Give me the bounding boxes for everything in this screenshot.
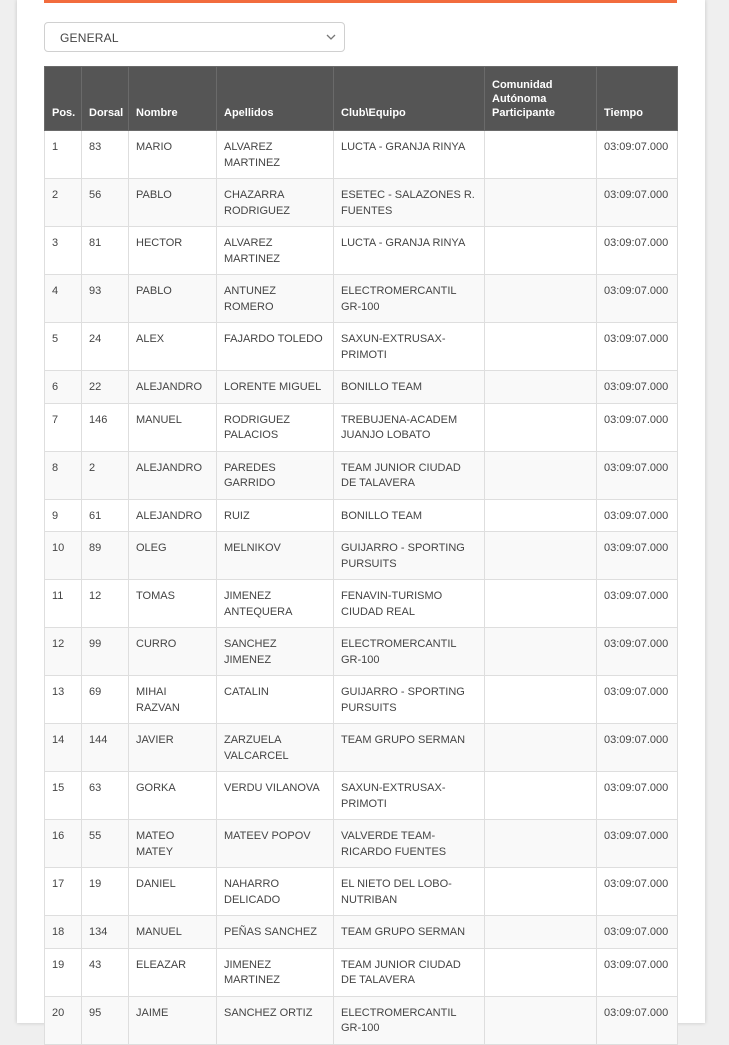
cell-comunidad: [485, 676, 597, 724]
cell-nombre: MANUEL: [129, 403, 217, 451]
accent-bar: [44, 0, 677, 3]
cell-comunidad: [485, 227, 597, 275]
cell-pos: 11: [45, 580, 82, 628]
cell-pos: 20: [45, 996, 82, 1044]
header-tiempo[interactable]: Tiempo: [597, 67, 678, 131]
cell-apellidos: ALVAREZ MARTINEZ: [217, 227, 334, 275]
cell-comunidad: [485, 724, 597, 772]
cell-dorsal: 134: [82, 916, 129, 949]
cell-dorsal: 146: [82, 403, 129, 451]
cell-tiempo: 03:09:07.000: [597, 179, 678, 227]
cell-pos: 10: [45, 532, 82, 580]
table-row: [45, 916, 678, 949]
cell-pos: 3: [45, 227, 82, 275]
cell-apellidos: RUIZ: [217, 499, 334, 532]
cell-nombre: ALEJANDRO: [129, 451, 217, 499]
cell-comunidad: [485, 948, 597, 996]
cell-comunidad: [485, 323, 597, 371]
header-club[interactable]: Club\Equipo: [334, 67, 485, 131]
cell-nombre: MIHAI RAZVAN: [129, 676, 217, 724]
table-row: [45, 323, 678, 371]
cell-club: EL NIETO DEL LOBO-NUTRIBAN: [334, 868, 485, 916]
results-table: [44, 66, 678, 1045]
table-row: [45, 131, 678, 179]
table-row: [45, 820, 678, 868]
cell-apellidos: PEÑAS SANCHEZ: [217, 916, 334, 949]
cell-tiempo: 03:09:07.000: [597, 948, 678, 996]
cell-comunidad: [485, 451, 597, 499]
cell-comunidad: [485, 179, 597, 227]
cell-club: TEAM GRUPO SERMAN: [334, 724, 485, 772]
cell-tiempo: 03:09:07.000: [597, 227, 678, 275]
cell-dorsal: 99: [82, 628, 129, 676]
cell-pos: 15: [45, 772, 82, 820]
cell-tiempo: 03:09:07.000: [597, 532, 678, 580]
header-comunidad[interactable]: Comunidad Autónoma Participante: [485, 67, 597, 131]
cell-club: TEAM JUNIOR CIUDAD DE TALAVERA: [334, 451, 485, 499]
cell-apellidos: FAJARDO TOLEDO: [217, 323, 334, 371]
table-row: [45, 676, 678, 724]
cell-nombre: CURRO: [129, 628, 217, 676]
header-dorsal[interactable]: Dorsal: [82, 67, 129, 131]
cell-pos: 19: [45, 948, 82, 996]
cell-club: FENAVIN-TURISMO CIUDAD REAL: [334, 580, 485, 628]
cell-tiempo: 03:09:07.000: [597, 403, 678, 451]
cell-club: VALVERDE TEAM-RICARDO FUENTES: [334, 820, 485, 868]
cell-comunidad: [485, 275, 597, 323]
cell-dorsal: 89: [82, 532, 129, 580]
cell-nombre: PABLO: [129, 275, 217, 323]
cell-dorsal: 22: [82, 371, 129, 404]
cell-pos: 1: [45, 131, 82, 179]
table-row: [45, 451, 678, 499]
table-row: [45, 275, 678, 323]
cell-dorsal: 24: [82, 323, 129, 371]
cell-dorsal: 83: [82, 131, 129, 179]
header-apellidos[interactable]: Apellidos: [217, 67, 334, 131]
cell-tiempo: 03:09:07.000: [597, 820, 678, 868]
cell-apellidos: SANCHEZ JIMENEZ: [217, 628, 334, 676]
cell-nombre: ELEAZAR: [129, 948, 217, 996]
cell-comunidad: [485, 580, 597, 628]
cell-club: TEAM JUNIOR CIUDAD DE TALAVERA: [334, 948, 485, 996]
cell-tiempo: 03:09:07.000: [597, 371, 678, 404]
cell-nombre: OLEG: [129, 532, 217, 580]
cell-tiempo: 03:09:07.000: [597, 131, 678, 179]
cell-pos: 9: [45, 499, 82, 532]
cell-club: ELECTROMERCANTIL GR-100: [334, 275, 485, 323]
cell-comunidad: [485, 371, 597, 404]
cell-comunidad: [485, 499, 597, 532]
cell-nombre: TOMAS: [129, 580, 217, 628]
cell-nombre: DANIEL: [129, 868, 217, 916]
cell-nombre: GORKA: [129, 772, 217, 820]
cell-tiempo: 03:09:07.000: [597, 323, 678, 371]
cell-club: LUCTA - GRANJA RINYA: [334, 227, 485, 275]
cell-pos: 8: [45, 451, 82, 499]
cell-comunidad: [485, 403, 597, 451]
cell-club: SAXUN-EXTRUSAX-PRIMOTI: [334, 323, 485, 371]
cell-comunidad: [485, 628, 597, 676]
cell-nombre: PABLO: [129, 179, 217, 227]
cell-apellidos: ZARZUELA VALCARCEL: [217, 724, 334, 772]
cell-comunidad: [485, 916, 597, 949]
table-row: [45, 868, 678, 916]
cell-nombre: ALEX: [129, 323, 217, 371]
category-select-value: GENERAL: [60, 31, 119, 45]
table-row: [45, 403, 678, 451]
cell-tiempo: 03:09:07.000: [597, 724, 678, 772]
table-row: [45, 371, 678, 404]
cell-dorsal: 61: [82, 499, 129, 532]
cell-nombre: MANUEL: [129, 916, 217, 949]
cell-dorsal: 2: [82, 451, 129, 499]
cell-apellidos: JIMENEZ MARTINEZ: [217, 948, 334, 996]
cell-dorsal: 43: [82, 948, 129, 996]
table-header-row: [45, 67, 678, 131]
cell-tiempo: 03:09:07.000: [597, 275, 678, 323]
cell-comunidad: [485, 820, 597, 868]
cell-apellidos: SANCHEZ ORTIZ: [217, 996, 334, 1044]
cell-apellidos: ANTUNEZ ROMERO: [217, 275, 334, 323]
cell-pos: 2: [45, 179, 82, 227]
cell-tiempo: 03:09:07.000: [597, 916, 678, 949]
cell-comunidad: [485, 532, 597, 580]
cell-tiempo: 03:09:07.000: [597, 772, 678, 820]
cell-apellidos: MELNIKOV: [217, 532, 334, 580]
cell-apellidos: LORENTE MIGUEL: [217, 371, 334, 404]
cell-apellidos: VERDU VILANOVA: [217, 772, 334, 820]
table-row: [45, 532, 678, 580]
cell-dorsal: 63: [82, 772, 129, 820]
cell-club: TEAM GRUPO SERMAN: [334, 916, 485, 949]
cell-tiempo: 03:09:07.000: [597, 868, 678, 916]
table-row: [45, 580, 678, 628]
cell-club: SAXUN-EXTRUSAX-PRIMOTI: [334, 772, 485, 820]
cell-tiempo: 03:09:07.000: [597, 996, 678, 1044]
table-row: [45, 948, 678, 996]
cell-apellidos: PAREDES GARRIDO: [217, 451, 334, 499]
cell-comunidad: [485, 772, 597, 820]
cell-dorsal: 93: [82, 275, 129, 323]
cell-tiempo: 03:09:07.000: [597, 499, 678, 532]
table-row: [45, 628, 678, 676]
cell-pos: 17: [45, 868, 82, 916]
cell-dorsal: 81: [82, 227, 129, 275]
cell-club: ELECTROMERCANTIL GR-100: [334, 996, 485, 1044]
cell-dorsal: 95: [82, 996, 129, 1044]
cell-nombre: HECTOR: [129, 227, 217, 275]
cell-pos: 7: [45, 403, 82, 451]
cell-pos: 18: [45, 916, 82, 949]
cell-club: TREBUJENA-ACADEM JUANJO LOBATO: [334, 403, 485, 451]
cell-dorsal: 144: [82, 724, 129, 772]
cell-nombre: MATEO MATEY: [129, 820, 217, 868]
cell-pos: 13: [45, 676, 82, 724]
cell-club: GUIJARRO - SPORTING PURSUITS: [334, 676, 485, 724]
table-row: [45, 996, 678, 1044]
cell-dorsal: 69: [82, 676, 129, 724]
cell-dorsal: 56: [82, 179, 129, 227]
table-row: [45, 772, 678, 820]
cell-apellidos: CHAZARRA RODRIGUEZ: [217, 179, 334, 227]
cell-tiempo: 03:09:07.000: [597, 676, 678, 724]
cell-pos: 16: [45, 820, 82, 868]
cell-pos: 12: [45, 628, 82, 676]
cell-pos: 6: [45, 371, 82, 404]
cell-apellidos: NAHARRO DELICADO: [217, 868, 334, 916]
cell-nombre: JAVIER: [129, 724, 217, 772]
cell-club: GUIJARRO - SPORTING PURSUITS: [334, 532, 485, 580]
header-nombre[interactable]: Nombre: [129, 67, 217, 131]
cell-tiempo: 03:09:07.000: [597, 451, 678, 499]
cell-apellidos: MATEEV POPOV: [217, 820, 334, 868]
cell-nombre: ALEJANDRO: [129, 371, 217, 404]
cell-apellidos: ALVAREZ MARTINEZ: [217, 131, 334, 179]
cell-pos: 5: [45, 323, 82, 371]
cell-dorsal: 19: [82, 868, 129, 916]
cell-nombre: JAIME: [129, 996, 217, 1044]
cell-tiempo: 03:09:07.000: [597, 580, 678, 628]
chevron-down-icon: [326, 33, 336, 41]
cell-pos: 4: [45, 275, 82, 323]
cell-apellidos: JIMENEZ ANTEQUERA: [217, 580, 334, 628]
category-select[interactable]: [44, 22, 345, 52]
cell-club: BONILLO TEAM: [334, 499, 485, 532]
cell-nombre: MARIO: [129, 131, 217, 179]
cell-comunidad: [485, 868, 597, 916]
cell-pos: 14: [45, 724, 82, 772]
cell-nombre: ALEJANDRO: [129, 499, 217, 532]
cell-dorsal: 12: [82, 580, 129, 628]
cell-apellidos: RODRIGUEZ PALACIOS: [217, 403, 334, 451]
table-row: [45, 227, 678, 275]
cell-club: ELECTROMERCANTIL GR-100: [334, 628, 485, 676]
header-pos[interactable]: Pos.: [45, 67, 82, 131]
cell-club: LUCTA - GRANJA RINYA: [334, 131, 485, 179]
cell-club: ESETEC - SALAZONES R. FUENTES: [334, 179, 485, 227]
table-row: [45, 499, 678, 532]
cell-tiempo: 03:09:07.000: [597, 628, 678, 676]
table-row: [45, 179, 678, 227]
cell-comunidad: [485, 131, 597, 179]
cell-apellidos: CATALIN: [217, 676, 334, 724]
table-row: [45, 724, 678, 772]
cell-club: BONILLO TEAM: [334, 371, 485, 404]
cell-comunidad: [485, 996, 597, 1044]
cell-dorsal: 55: [82, 820, 129, 868]
